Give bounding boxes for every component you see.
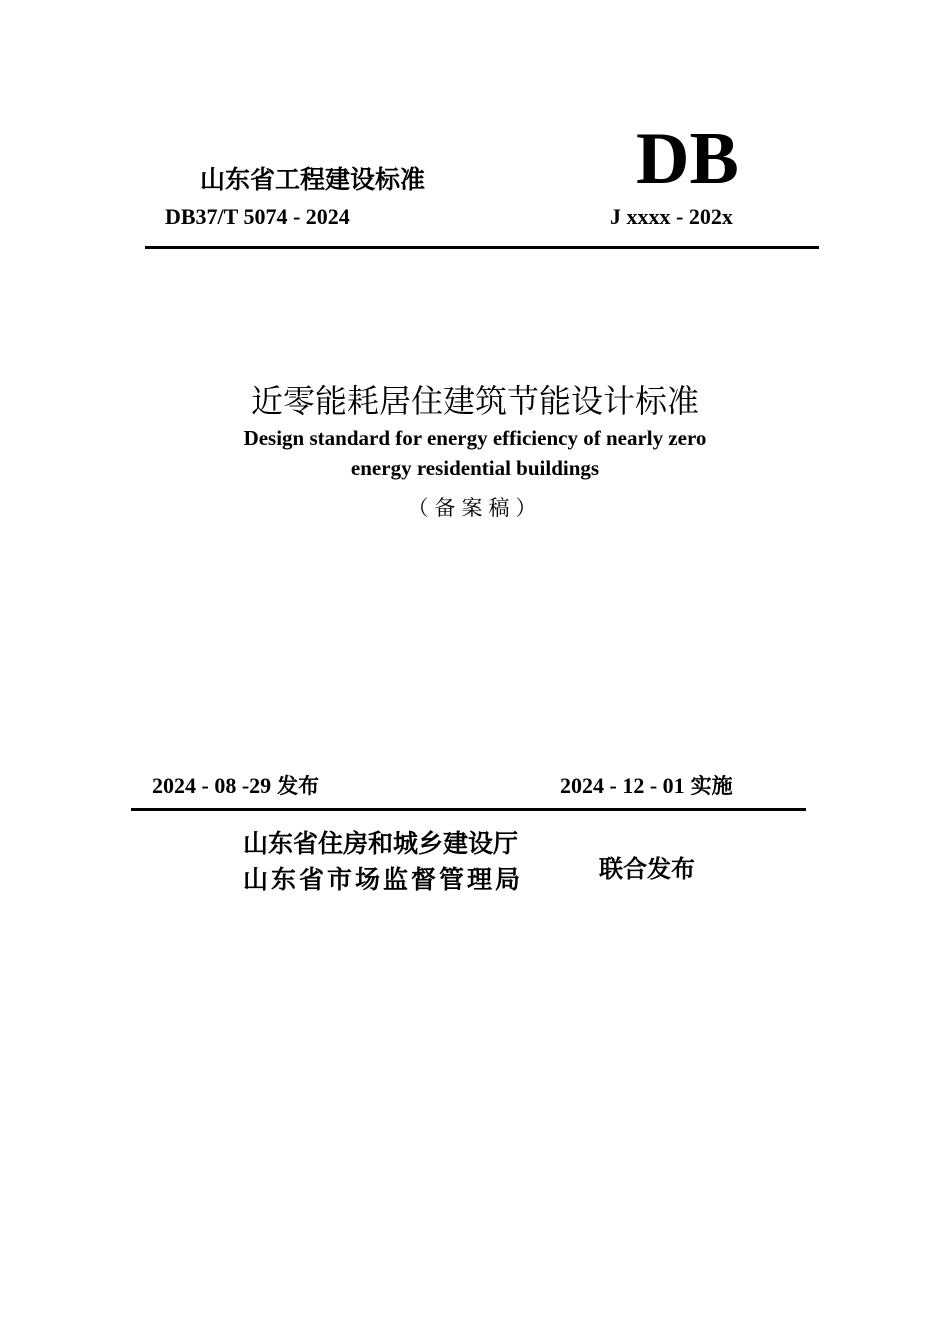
publish-label: 发布 [277,774,320,798]
publish-date: 2024 - 08 -29 [152,773,272,798]
standard-series-title: 山东省工程建设标准 [200,165,426,194]
top-divider [145,246,819,249]
title-english-line-2: energy residential buildings [350,456,600,480]
effective-label: 实施 [690,774,733,798]
title-chinese: 近零能耗居住建筑节能设计标准 [250,382,699,420]
issuer-market-regulation: 山东省市场监督管理局 [243,865,524,894]
issuer-housing-department: 山东省住房和城乡建设厅 [243,829,519,858]
effective-date-line [560,770,733,800]
record-number: J xxxx - 202x [610,204,733,229]
standard-number: DB37/T 5074 - 2024 [165,204,350,229]
effective-date: 2024 - 12 - 01 [560,773,685,798]
db-mark: DB [636,118,739,200]
title-english-line-1: Design standard for energy efficiency of nearly zero [243,426,707,450]
draft-note: （备案稿） [407,496,543,520]
joint-issue-label: 联合发布 [599,855,695,883]
title-block [0,380,950,522]
bottom-divider [131,808,806,811]
publish-date-line [152,770,319,800]
